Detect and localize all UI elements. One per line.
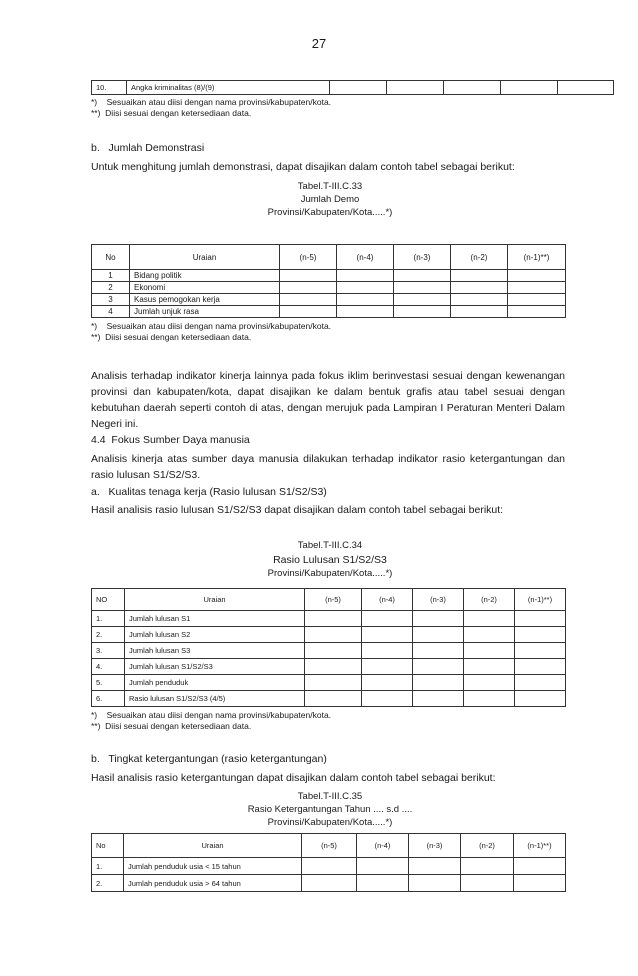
table-caption xyxy=(0,539,638,581)
footnote: **) Diisi sesuai dengan ketersediaan data. xyxy=(91,332,252,342)
col-header: (n-1)**) xyxy=(508,245,566,270)
footnote: **) Diisi sesuai dengan ketersediaan data. xyxy=(91,721,252,731)
analysis-paragraph: Analisis terhadap indikator kinerja lainnya pada fokus iklim berinvestasi sesuai dengan kewenangan provinsi dan kabupaten/kota, dapat disajikan ke dalam bentuk grafis atau tabel sesuai dengan kebutuhan daerah seperti contoh di atas, dengan merujuk pada Lampiran I Peraturan Menteri Dalam Negeri ini. xyxy=(91,370,565,430)
col-header: (n-2) xyxy=(451,245,508,270)
col-header: (n-4) xyxy=(337,245,394,270)
table-33 xyxy=(91,244,566,318)
col-header: Uraian xyxy=(125,589,305,611)
row-no: 10. xyxy=(92,81,127,95)
table-prev-notes xyxy=(91,97,331,119)
caption-line: Tabel.T-III.C.34 xyxy=(297,540,363,551)
col-header: No xyxy=(92,245,130,270)
table-34-notes xyxy=(91,710,331,732)
caption-line: Provinsi/Kabupaten/Kota.....*) xyxy=(267,568,393,579)
col-header: (n-3) xyxy=(413,589,464,611)
table-row xyxy=(92,81,614,95)
caption-line: Tabel.T-III.C.33 xyxy=(297,181,363,192)
footnote: *) Sesuaikan atau diisi dengan nama provinsi/kabupaten/kota. xyxy=(91,710,332,720)
table-header-row xyxy=(92,589,566,611)
col-header: (n-2) xyxy=(461,834,514,858)
table-row: 5. Jumlah penduduk xyxy=(92,675,566,691)
caption-line: Provinsi/Kabupaten/Kota.....*) xyxy=(267,817,393,828)
table-header-row xyxy=(92,834,566,858)
table-35 xyxy=(91,833,566,892)
section-intro: Hasil analisis rasio ketergantungan dapat disajikan dalam contoh tabel sebagai berikut: xyxy=(91,772,496,784)
subsection-heading: a. Kualitas tenaga kerja (Rasio lulusan S1/S2/S3) xyxy=(91,486,327,498)
footnote: *) Sesuaikan atau diisi dengan nama provinsi/kabupaten/kota. xyxy=(91,97,332,107)
table-33-notes xyxy=(91,321,331,343)
col-header: (n-3) xyxy=(394,245,451,270)
caption-line: Rasio Lulusan S1/S2/S3 xyxy=(273,554,387,566)
table-row: 2. Jumlah lulusan S2 xyxy=(92,627,566,643)
caption-line: Tabel.T-III.C.35 xyxy=(297,791,363,802)
col-header: (n-2) xyxy=(464,589,515,611)
table-row: 1. Jumlah penduduk usia < 15 tahun xyxy=(92,858,566,875)
section-intro: Untuk menghitung jumlah demonstrasi, dapat disajikan dalam contoh tabel sebagai berikut: xyxy=(91,161,515,173)
footnote: *) Sesuaikan atau diisi dengan nama provinsi/kabupaten/kota. xyxy=(91,321,332,331)
table-row: 2. Jumlah penduduk usia > 64 tahun xyxy=(92,875,566,892)
table-row: 4. Jumlah lulusan S1/S2/S3 xyxy=(92,659,566,675)
col-header: NO xyxy=(92,589,125,611)
col-header: Uraian xyxy=(130,245,280,270)
table-row: 6. Rasio lulusan S1/S2/S3 (4/5) xyxy=(92,691,566,707)
col-header: (n-4) xyxy=(357,834,409,858)
table-row: 1. Jumlah lulusan S1 xyxy=(92,611,566,627)
col-header: (n-4) xyxy=(362,589,413,611)
caption-line: Jumlah Demo xyxy=(300,194,360,205)
row-uraian: Angka kriminalitas (8)/(9) xyxy=(127,81,330,95)
section-heading: b. Jumlah Demonstrasi xyxy=(91,142,205,154)
table-row: 2 Ekonomi xyxy=(92,282,566,294)
page-number: 27 xyxy=(311,36,327,51)
table-row: 3. Jumlah lulusan S3 xyxy=(92,643,566,659)
col-header: (n-1)**) xyxy=(514,834,566,858)
table-header-row xyxy=(92,245,566,270)
caption-line: Rasio Ketergantungan Tahun .... s.d .... xyxy=(247,804,413,815)
section-heading: b. Tingkat ketergantungan (rasio ketergantungan) xyxy=(91,753,327,765)
caption-line: Provinsi/Kabupaten/Kota.....*) xyxy=(267,207,393,218)
col-header: (n-5) xyxy=(305,589,362,611)
col-header: (n-5) xyxy=(302,834,357,858)
footnote: **) Diisi sesuai dengan ketersediaan data. xyxy=(91,108,252,118)
table-row: 3 Kasus pemogokan kerja xyxy=(92,294,566,306)
col-header: Uraian xyxy=(124,834,302,858)
table-row: 4 Jumlah unjuk rasa xyxy=(92,306,566,318)
table-row: 1 Bidang politik xyxy=(92,270,566,282)
section-heading: 4.4 Fokus Sumber Daya manusia xyxy=(91,434,250,446)
col-header: No xyxy=(92,834,124,858)
col-header: (n-3) xyxy=(409,834,461,858)
table-caption xyxy=(0,790,638,829)
table-34 xyxy=(91,588,566,707)
col-header: (n-1)**) xyxy=(515,589,566,611)
table-prev xyxy=(91,80,614,95)
col-header: (n-5) xyxy=(280,245,337,270)
subsection-intro: Hasil analisis rasio lulusan S1/S2/S3 dapat disajikan dalam contoh tabel sebagai berikut: xyxy=(91,504,504,516)
section-intro: Analisis kinerja atas sumber daya manusia dilakukan terhadap indikator rasio ketergantungan dan rasio lulusan S1/S2/S3. xyxy=(91,453,565,481)
table-caption xyxy=(0,180,638,219)
